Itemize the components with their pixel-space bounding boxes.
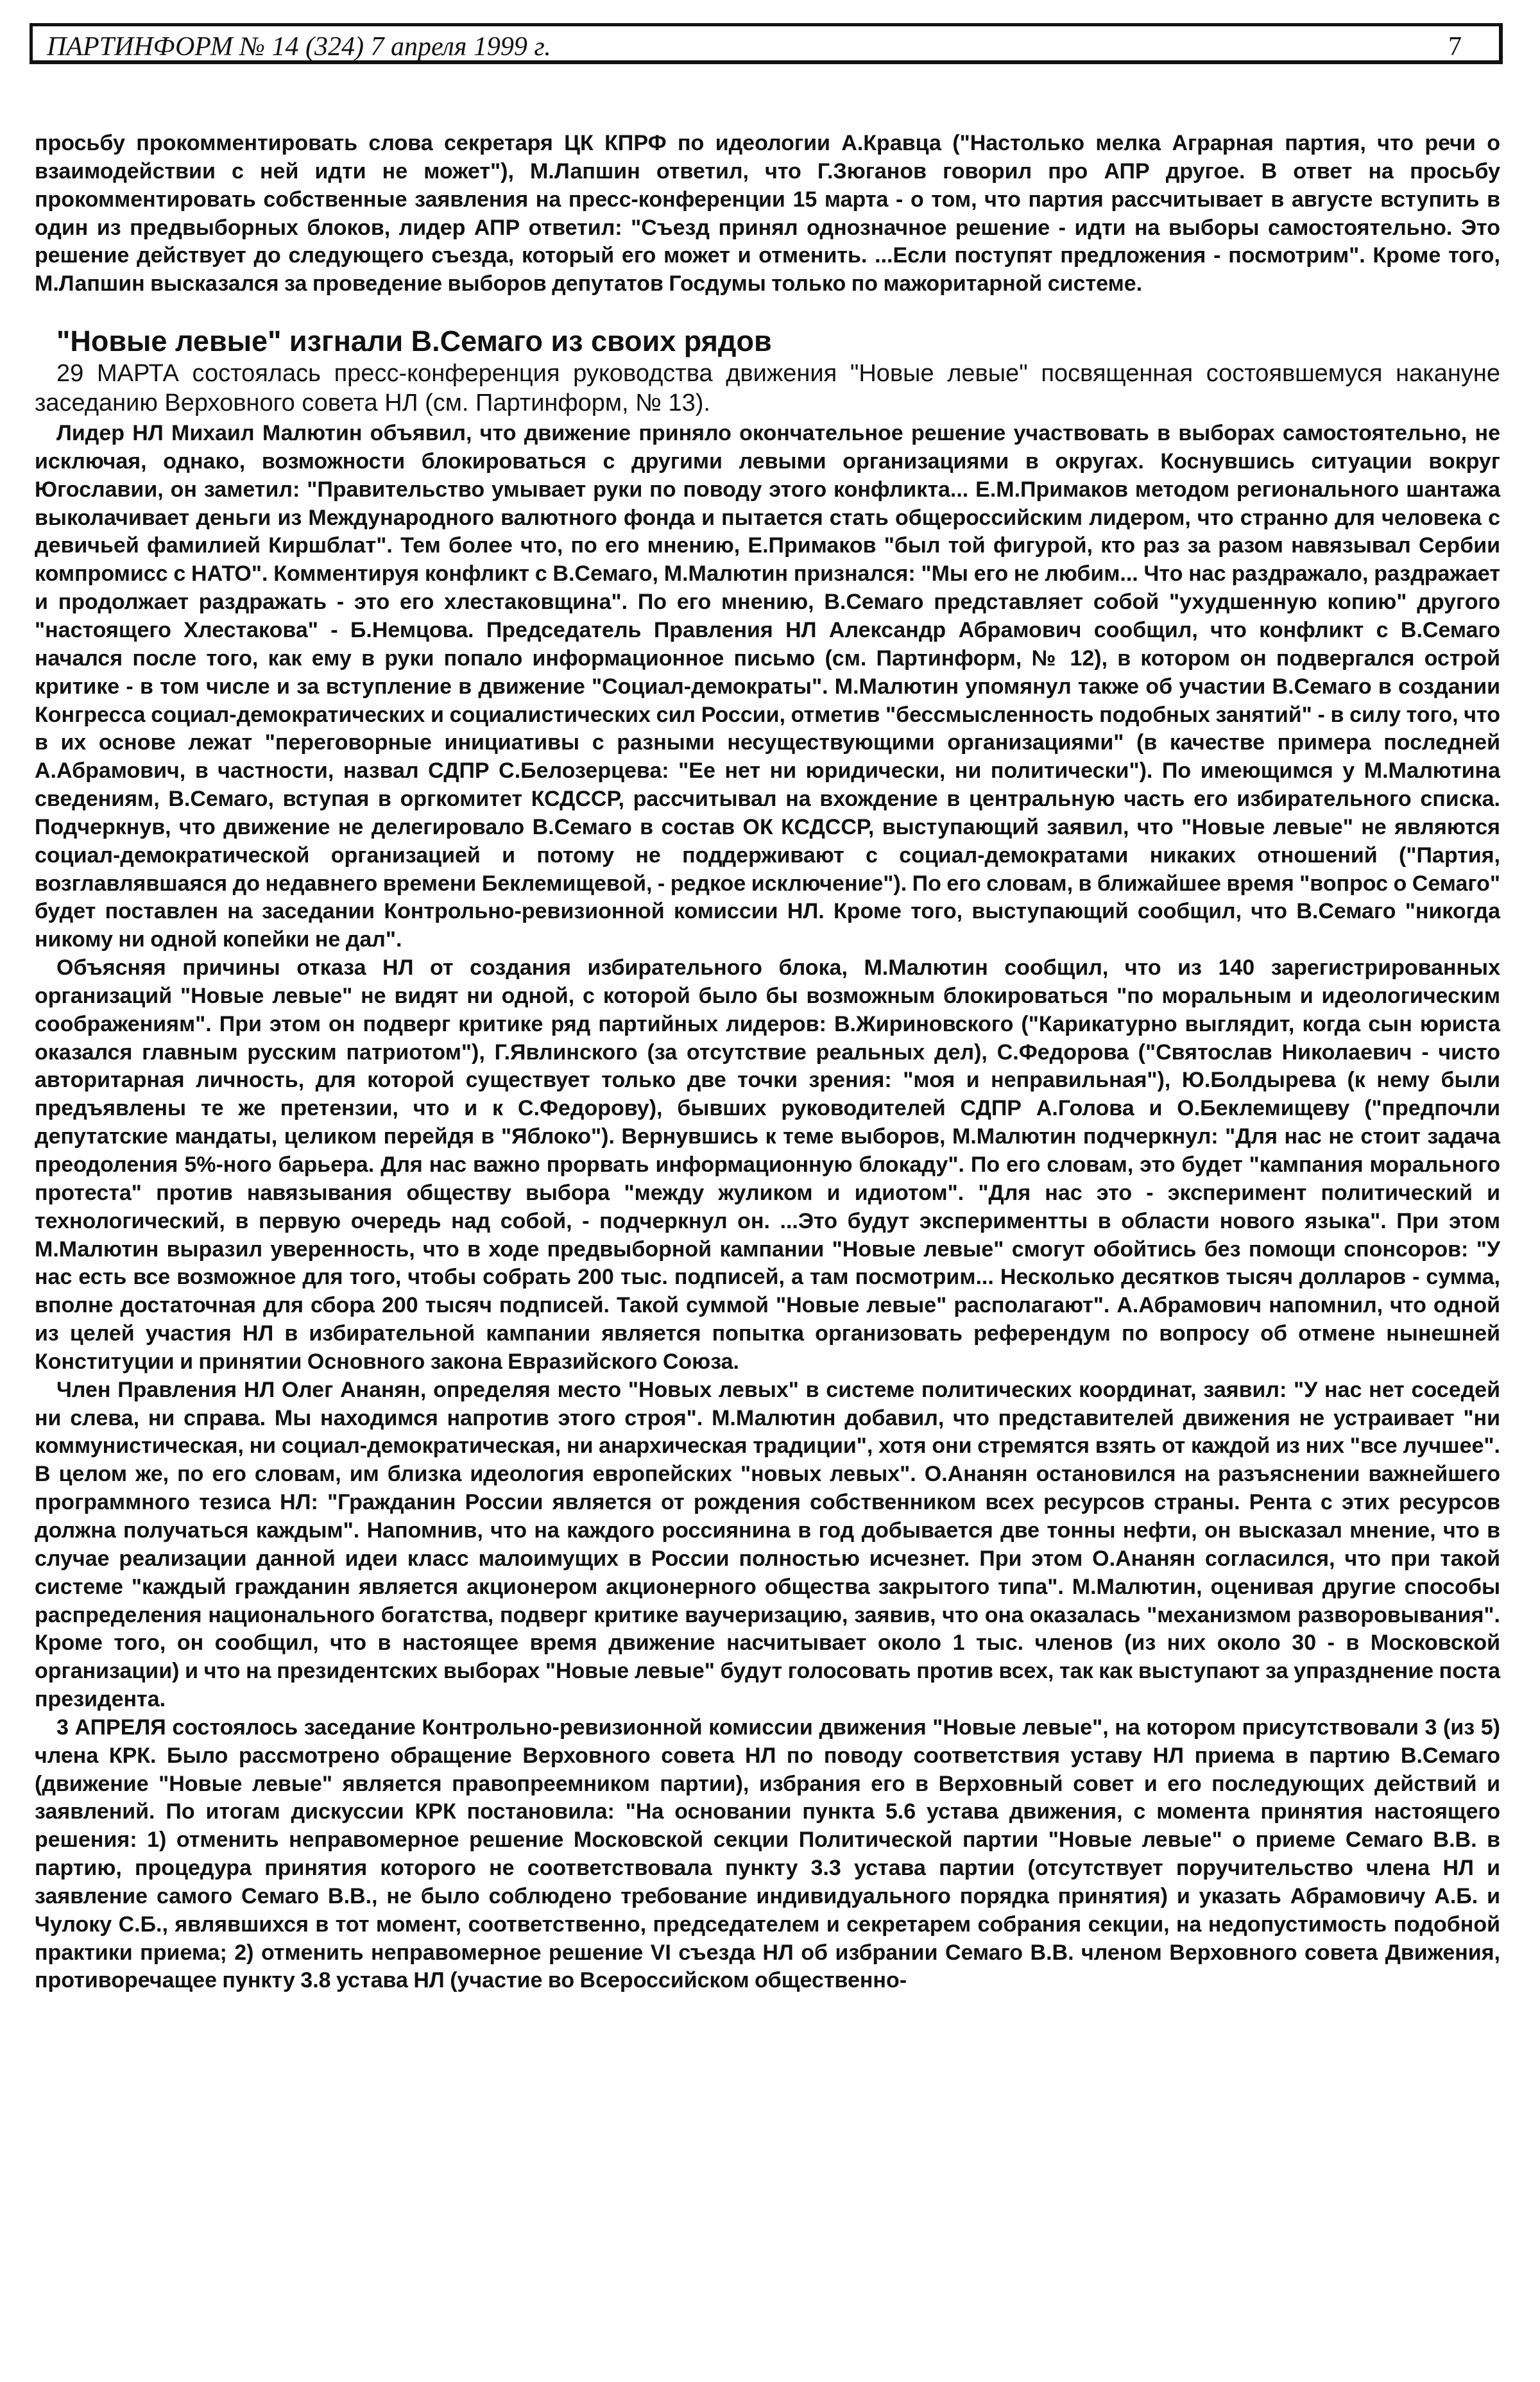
page-header (30, 23, 1503, 64)
header-title: ПАРТИНФОРМ № 14 (324) 7 апреля 1999 г. (47, 32, 551, 62)
article-body (35, 130, 1500, 1995)
article-title: "Новые левые" изгнали В.Семаго из своих рядов (56, 325, 772, 358)
article-paragraph-3: Член Правления НЛ Олег Ананян, определяя место "Новых левых" в системе политических координат, заявил: "У нас нет соседей ни слева, ни справа. Мы находимся напротив этого строя". М.Малютин добавил, что представителей движения не устраивает "ни коммунистическая, ни социал-демократическая, ни анархическая традиции", хотя они стремятся взять от каждой из них "все лучшее". В целом же, по его словам, им близка идеология европейских "новых левых". О.Ананян остановился на разъяснении важнейшего программного тезиса НЛ: "Гражданин России является от рождения собственником всех ресурсов страны. Рента с этих ресурсов должна получаться каждым". Напомнив, что на каждого россиянина в год добывается две тонны нефти, он высказал мнение, что в случае реализации данной идеи класс малоимущих в России полностью исчезнет. При этом О.Ананян согласился, что при такой системе "каждый гражданин является акционером акционерного общества закрытого типа". М.Малютин, оценивая другие способы распределения национального богатства, подверг критике ваучеризацию, заявив, что она оказалась "механизмом разворовывания". Кроме того, он сообщил, что в настоящее время движение насчитывает около 1 тыс. членов (из них около 30 - в Московской организации) и что на президентских выборах "Новые левые" будут голосовать против всех, так как выступают за упразднение поста президента. (35, 1377, 1500, 1712)
intro-paragraph: просьбу прокомментировать слова секретаря ЦК КПРФ по идеологии А.Кравца ("Настолько мелка Аграрная партия, что речи о взаимодействии с ней идти не может"), М.Лапшин ответил, что Г.Зюганов говорил про АПР другое. В ответ на просьбу прокомментировать собственные заявления на пресс-конференции 15 марта - о том, что партия рассчитывает в августе вступить в один из предвыборных блоков, лидер АПР ответил: "Съезд принял однозначное решение - идти на выборы самостоятельно. Это решение действует до следующего съезда, который его может и отменить. ...Если поступят предложения - посмотрим". Кроме того, М.Лапшин высказался за проведение выборов депутатов Госдумы только по мажоритарной системе. (35, 131, 1500, 296)
article-paragraph-4: 3 АПРЕЛЯ состоялось заседание Контрольно-ревизионной комиссии движения "Новые левые", на котором присутствовали 3 (из 5) члена КРК. Было рассмотрено обращение Верховного совета НЛ по поводу соответствия уставу НЛ приема в партию В.Семаго (движение "Новые левые" является правопреемником партии), избрания его в Верховный совет и его последующих действий и заявлений. По итогам дискуссии КРК постановила: "На основании пункта 5.6 устава движения, с момента принятия настоящего решения: 1) отменить неправомерное решение Московской секции Политической партии "Новые левые" о приеме Семаго В.В. в партию, процедура принятия которого не соответствовала пункту 3.3 устава партии (отсутствует поручительство члена НЛ и заявление самого Семаго В.В., не было соблюдено требование индивидуального порядка принятия) и указать Абрамовичу А.Б. и Чулоку С.Б., являвшихся в тот момент, соответственно, председателем и секретарем собрания секции, на недопустимость подобной практики приема; 2) отменить неправомерное решение VI съезда НЛ об избрании Семаго В.В. членом Верховного совета Движения, противоречащее пункту 3.8 устава НЛ (участие во Всероссийском общественно- (35, 1715, 1500, 1993)
article-paragraph-2: Объясняя причины отказа НЛ от создания избирательного блока, М.Малютин сообщил, что из 140 зарегистрированных организаций "Новые левые" не видят ни одной, с которой было бы возможным блокироваться "по моральным и идеологическим соображениям". При этом он подверг критике ряд партийных лидеров: В.Жириновского ("Карикатурно выглядит, когда сын юриста оказался главным русским патриотом"), Г.Явлинского (за отсутствие реальных дел), С.Федорова ("Святослав Николаевич - чисто авторитарная личность, для которой существует только две точки зрения: "моя и неправильная"), Ю.Болдырева (к нему были предъявлены те же претензии, что и к С.Федорову), бывших руководителей СДПР А.Голова и О.Беклемищеву ("предпочли депутатские мандаты, целиком перейдя в "Яблоко"). Вернувшись к теме выборов, М.Малютин подчеркнул: "Для нас не стоит задача преодоления 5%-ного барьера. Для нас важно прорвать информационную блокаду". По его словам, это будет "кампания морального протеста" против навязывания обществу выбора "между жуликом и идиотом". "Для нас это - эксперимент политический и технологический, в первую очередь над собой, - подчеркнул он. ...Это будут экспериментты в области нового языка". При этом М.Малютин выразил уверенность, что в ходе предвыборной кампании "Новые левые" смогут обойтись без помощи спонсоров: "У нас есть все возможное для того, чтобы собрать 200 тыс. подписей, а там посмотрим... Несколько десятков тысяч долларов - сумма, вполне достаточная для сбора 200 тысяч подписей. Такой суммой "Новые левые" располагают". А.Абрамович напомнил, что одной из целей участия НЛ в избирательной кампании является попытка организовать референдум по вопросу об отмене нынешней Конституции и принятии Основного закона Евразийского Союза. (35, 955, 1500, 1374)
page-number: 7 (1448, 32, 1462, 62)
article-lead: 29 МАРТА состоялась пресс-конференция руководства движения "Новые левые" посвященная состоявшемуся накануне заседанию Верховного совета НЛ (см. Партинформ, № 13). (35, 360, 1500, 417)
article-paragraph-1: Лидер НЛ Михаил Малютин объявил, что движение приняло окончательное решение участвовать в выборах самостоятельно, не исключая, однако, возможности блокироваться с другими левыми организациями в округах. Коснувшись ситуации вокруг Югославии, он заметил: "Правительство умывает руки по поводу этого конфликта... Е.М.Примаков методом регионального шантажа выколачивает деньги из Международного валютного фонда и пытается стать общероссийским лидером, что странно для человека с девичьей фамилией Киршблат". Тем более что, по его мнению, Е.Примаков "был той фигурой, кто раз за разом навязывал Сербии компромисс с НАТО". Комментируя конфликт с В.Семаго, М.Малютин признался: "Мы его не любим... Что нас раздражало, раздражает и продолжает раздражать - это его хлестаковщина". По его мнению, В.Семаго представляет собой "ухудшенную копию" другого "настоящего Хлестакова" - Б.Немцова. Председатель Правления НЛ Александр Абрамович сообщил, что конфликт с В.Семаго начался после того, как ему в руки попало информационное письмо (см. Партинформ, № 12), в котором он подвергался острой критике - в том числе и за вступление в движение "Социал-демократы". М.Малютин упомянул также об участии В.Семаго в создании Конгресса социал-демократических и социалистических сил России, отметив "бессмысленность подобных занятий" - в силу того, что в их основе лежат "переговорные инициативы с разными несуществующими организациями" (в качестве примера последней А.Абрамович, в частности, назвал СДПР С.Белозерцева: "Ее нет ни юридически, ни политически"). По имеющимся у М.Малютина сведениям, В.Семаго, вступая в оргкомитет КСДССР, рассчитывал на вхождение в центральную часть его избирательного списка. Подчеркнув, что движение не делегировало В.Семаго в состав ОК КСДССР, выступающий заявил, что "Новые левые" не являются социал-демократической организацией и потому не поддерживают с социал-демократами никаких отношений ("Партия, возглавлявшаяся до недавнего времени Беклемищевой, - редкое исключение"). По его словам, в ближайшее время "вопрос о Семаго" будет поставлен на заседании Контрольно-ревизионной комиссии НЛ. Кроме того, выступающий сообщил, что В.Семаго "никогда никому ни одной копейки не дал". (35, 421, 1500, 952)
